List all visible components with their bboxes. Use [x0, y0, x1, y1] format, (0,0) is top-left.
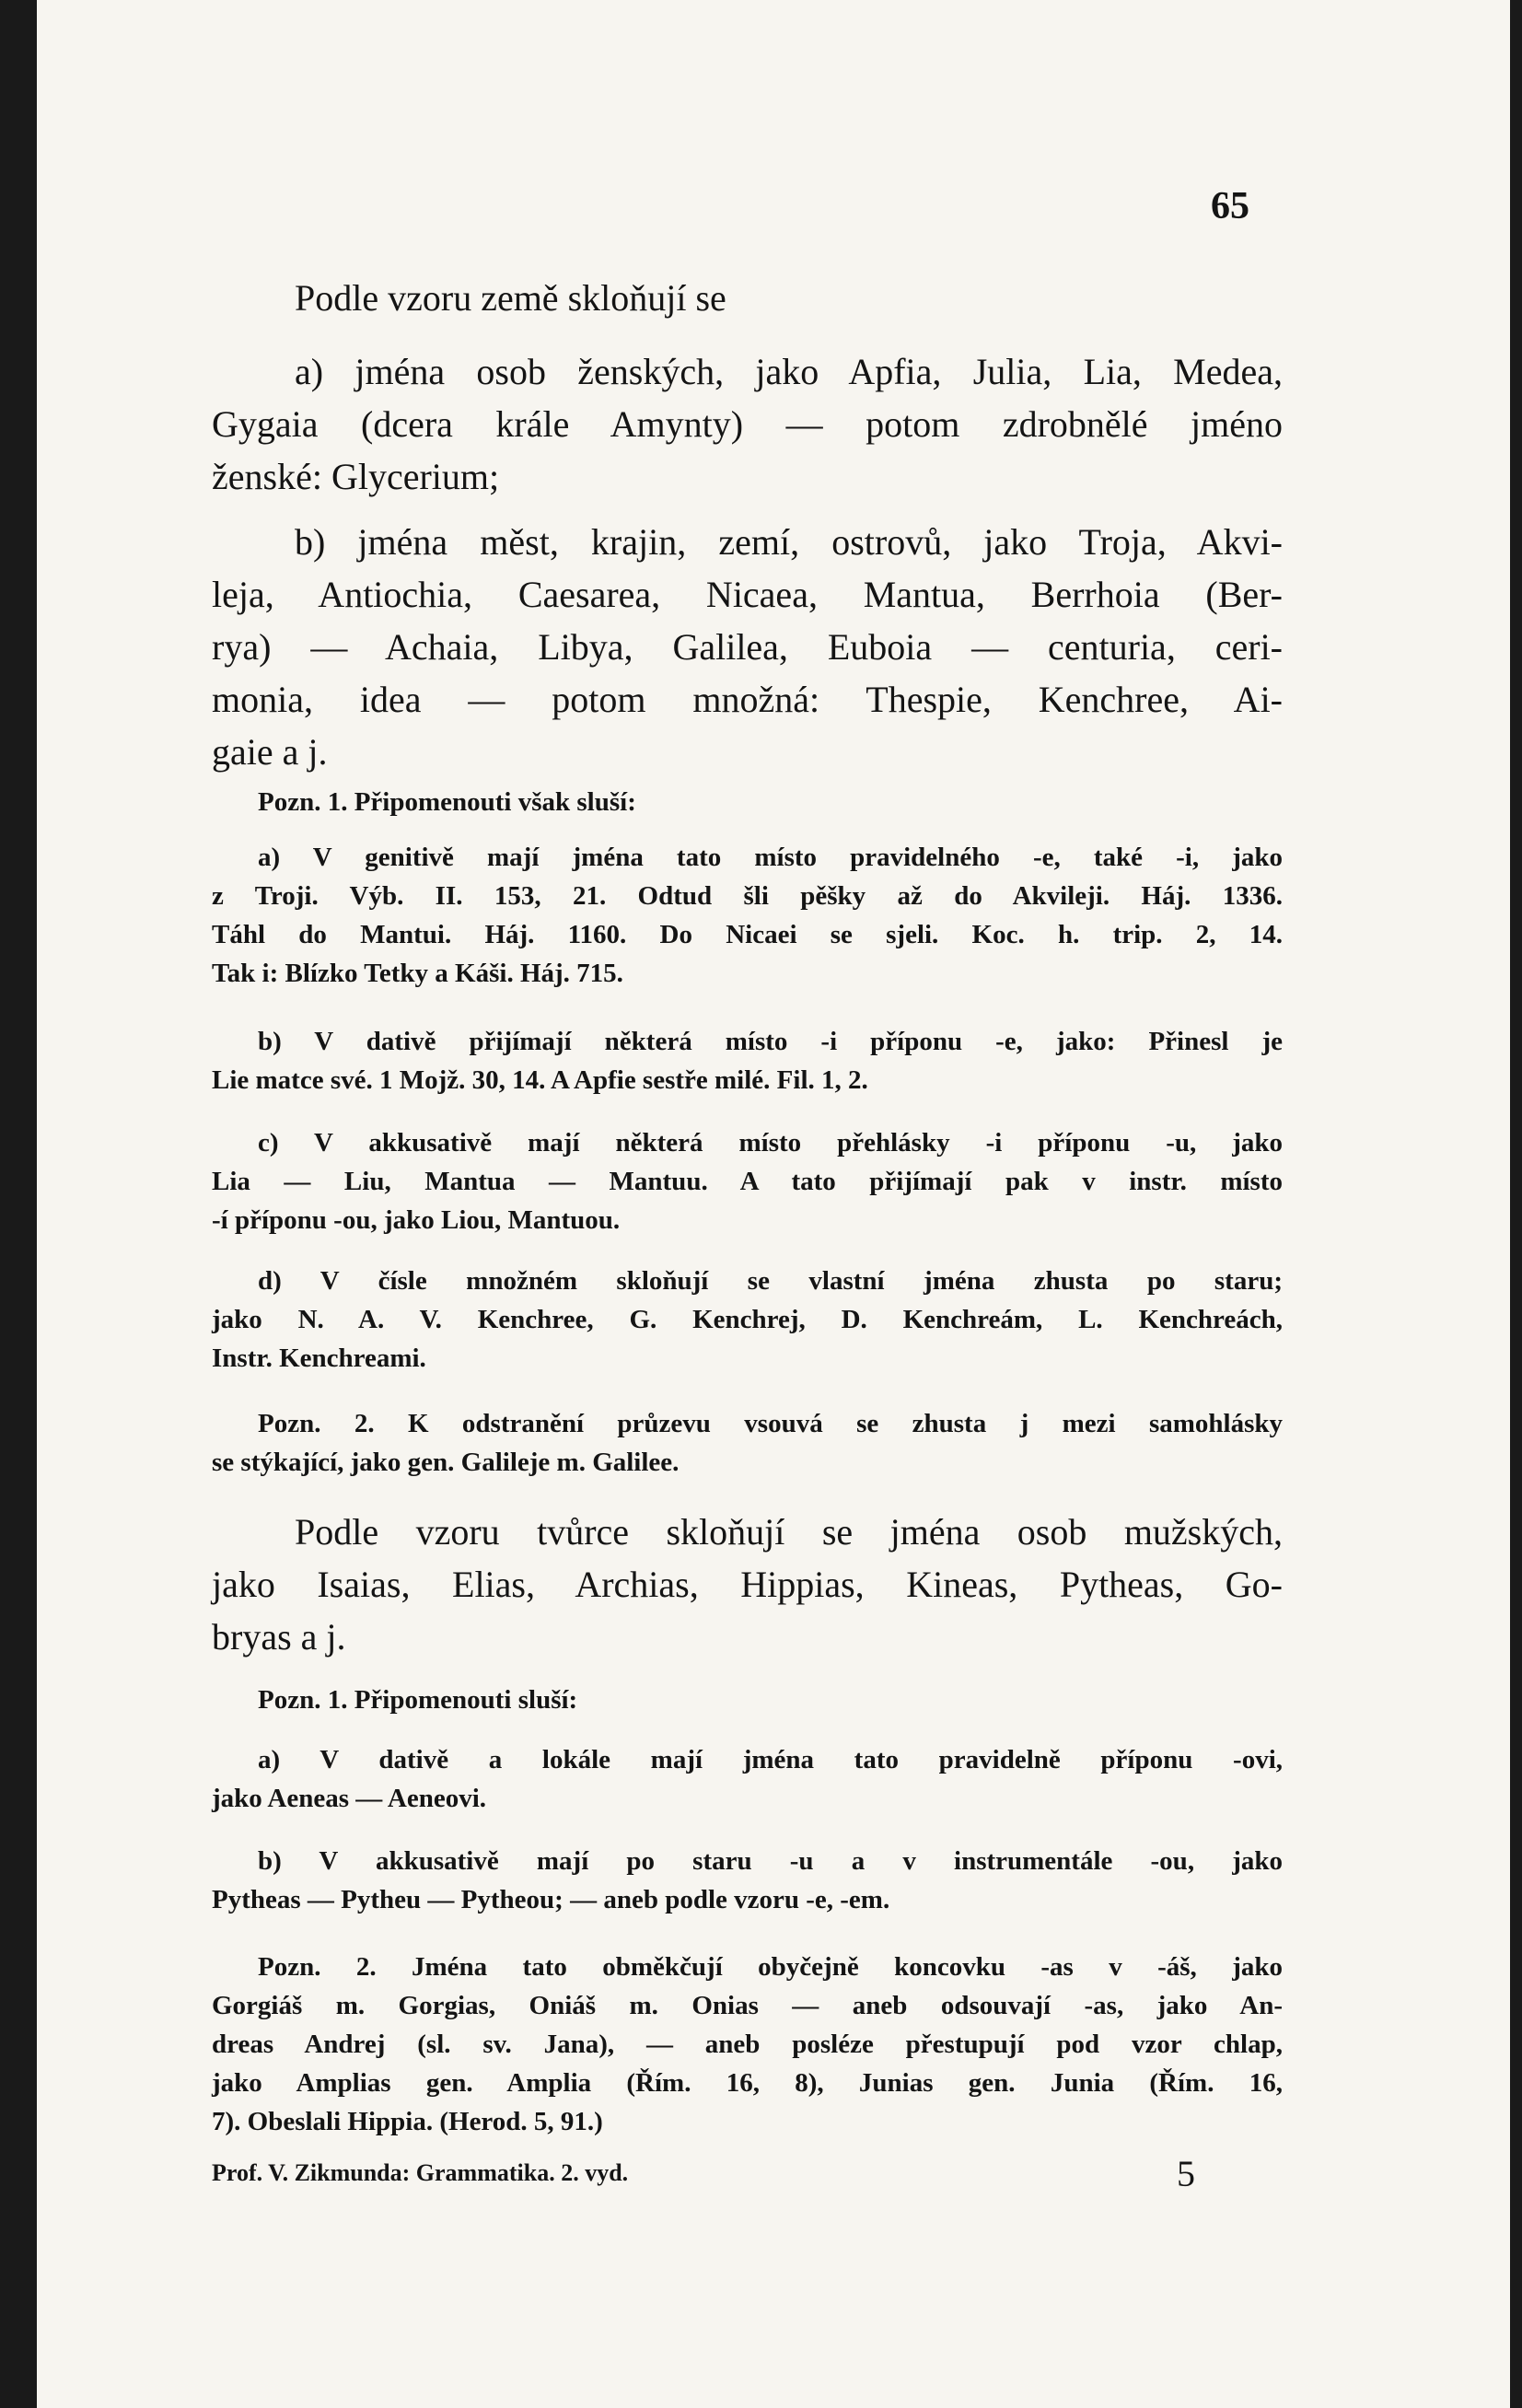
note-d-line: Instr. Kenchreami. [212, 1344, 426, 1373]
tvurce-paragraph [212, 1506, 1283, 1663]
note2-a-line: a) V dativě a lokále mají jména tato pravidelně příponu -ovi, [258, 1745, 1283, 1774]
zeme-heading [212, 272, 1283, 324]
note2-b-line: b) V akkusativě mají po staru -u a v instrumentále -ou, jako [258, 1846, 1283, 1876]
note-a [212, 838, 1283, 993]
note2-b [212, 1842, 1283, 1919]
paragraph-b-line: gaie a j. [212, 731, 328, 773]
note2-b-line: Pytheas — Pytheu — Pytheou; — aneb podle vzoru -e, -em. [212, 1885, 890, 1914]
note-a-line: Tak i: Blízko Tetky a Káši. Háj. 715. [212, 959, 623, 988]
pozn2-line: se stýkající, jako gen. Galileje m. Galilee. [212, 1448, 680, 1477]
pozn2b-line: 7). Obeslali Hippia. (Herod. 5, 91.) [212, 2107, 603, 2136]
paragraph-b-line: monia, idea — potom množná: Thespie, Kenchree, Ai- [212, 679, 1283, 720]
pozn1-heading: Pozn. 1. Připomenouti však sluší: [258, 787, 636, 817]
note-a-line: Táhl do Mantui. Háj. 1160. Do Nicaei se sjeli. Koc. h. trip. 2, 14. [212, 920, 1283, 949]
paragraph-b-line: rya) — Achaia, Libya, Galilea, Euboia — centuria, ceri- [212, 626, 1283, 668]
pozn2-line: Pozn. 2. K odstranění průzevu vsouvá se zhusta j mezi samohlásky [258, 1409, 1283, 1438]
pozn2 [212, 1404, 1283, 1482]
paragraph-b [212, 516, 1283, 778]
note2-a-line: jako Aeneas — Aeneovi. [212, 1784, 487, 1813]
note2-a [212, 1740, 1283, 1818]
page-sheet [37, 0, 1510, 2408]
paragraph-a [212, 345, 1283, 503]
paragraph-a-line: ženské: Glycerium; [212, 456, 500, 497]
tvurce-line: Podle vzoru tvůrce skloňují se jména osob mužských, [295, 1511, 1283, 1553]
page-number: 65 [1211, 185, 1249, 227]
pozn2b-line: jako Amplias gen. Amplia (Řím. 16, 8), Junias gen. Junia (Řím. 16, [212, 2068, 1283, 2098]
tvurce-line: jako Isaias, Elias, Archias, Hippias, Kineas, Pytheas, Go- [212, 1564, 1283, 1605]
signature-mark: 5 [1177, 2153, 1195, 2194]
note-b-line: b) V dativě přijímají některá místo -i příponu -e, jako: Přinesl je [258, 1027, 1283, 1056]
note-b-line: Lie matce své. 1 Mojž. 30, 14. A Apfie sestře milé. Fil. 1, 2. [212, 1065, 868, 1095]
paragraph-a-line: a) jména osob ženských, jako Apfia, Julia, Lia, Medea, [295, 351, 1283, 392]
note-a-line: a) V genitivě mají jména tato místo pravidelného -e, také -i, jako [258, 843, 1283, 872]
note-a-line: z Troji. Výb. II. 153, 21. Odtud šli pěšky až do Akvileji. Háj. 1336. [212, 881, 1283, 911]
note-d-line: d) V čísle množném skloňují se vlastní jména zhusta po staru; [258, 1266, 1283, 1296]
note-c-line: Lia — Liu, Mantua — Mantuu. A tato přijímají pak v instr. místo [212, 1167, 1283, 1196]
note-c-line: -í příponu -ou, jako Liou, Mantuou. [212, 1205, 621, 1235]
pozn2b-line: Pozn. 2. Jména tato obměkčují obyčejně koncovku -as v -áš, jako [258, 1952, 1283, 1982]
paragraph-a-line: Gygaia (dcera krále Amynty) — potom zdrobnělé jméno [212, 403, 1283, 445]
note-d-line: jako N. A. V. Kenchree, G. Kenchrej, D. Kenchreám, L. Kenchreách, [212, 1305, 1283, 1334]
tvurce-line: bryas a j. [212, 1616, 346, 1658]
note-c [212, 1123, 1283, 1239]
pozn2b-line: dreas Andrej (sl. sv. Jana), — aneb posléze přestupují pod vzor chlap, [212, 2030, 1283, 2059]
note-c-line: c) V akkusativě mají některá místo přehlásky -i příponu -u, jako [258, 1128, 1283, 1157]
note-b [212, 1022, 1283, 1099]
note-d [212, 1262, 1283, 1378]
pozn2b [212, 1948, 1283, 2141]
zeme-heading-text: Podle vzoru země skloňují se [295, 277, 726, 319]
pozn2b-line: Gorgiáš m. Gorgias, Oniáš m. Onias — aneb odsouvají -as, jako An- [212, 1991, 1283, 2020]
paragraph-b-line: b) jména měst, krajin, zemí, ostrovů, jako Troja, Akvi- [295, 521, 1283, 563]
page-footer [212, 2153, 1283, 2194]
pozn1b-heading: Pozn. 1. Připomenouti sluší: [258, 1685, 578, 1715]
paragraph-b-line: leja, Antiochia, Caesarea, Nicaea, Mantua, Berrhoia (Ber- [212, 574, 1283, 615]
footer-author: Prof. V. Zikmunda: Grammatika. 2. vyd. [212, 2159, 629, 2186]
